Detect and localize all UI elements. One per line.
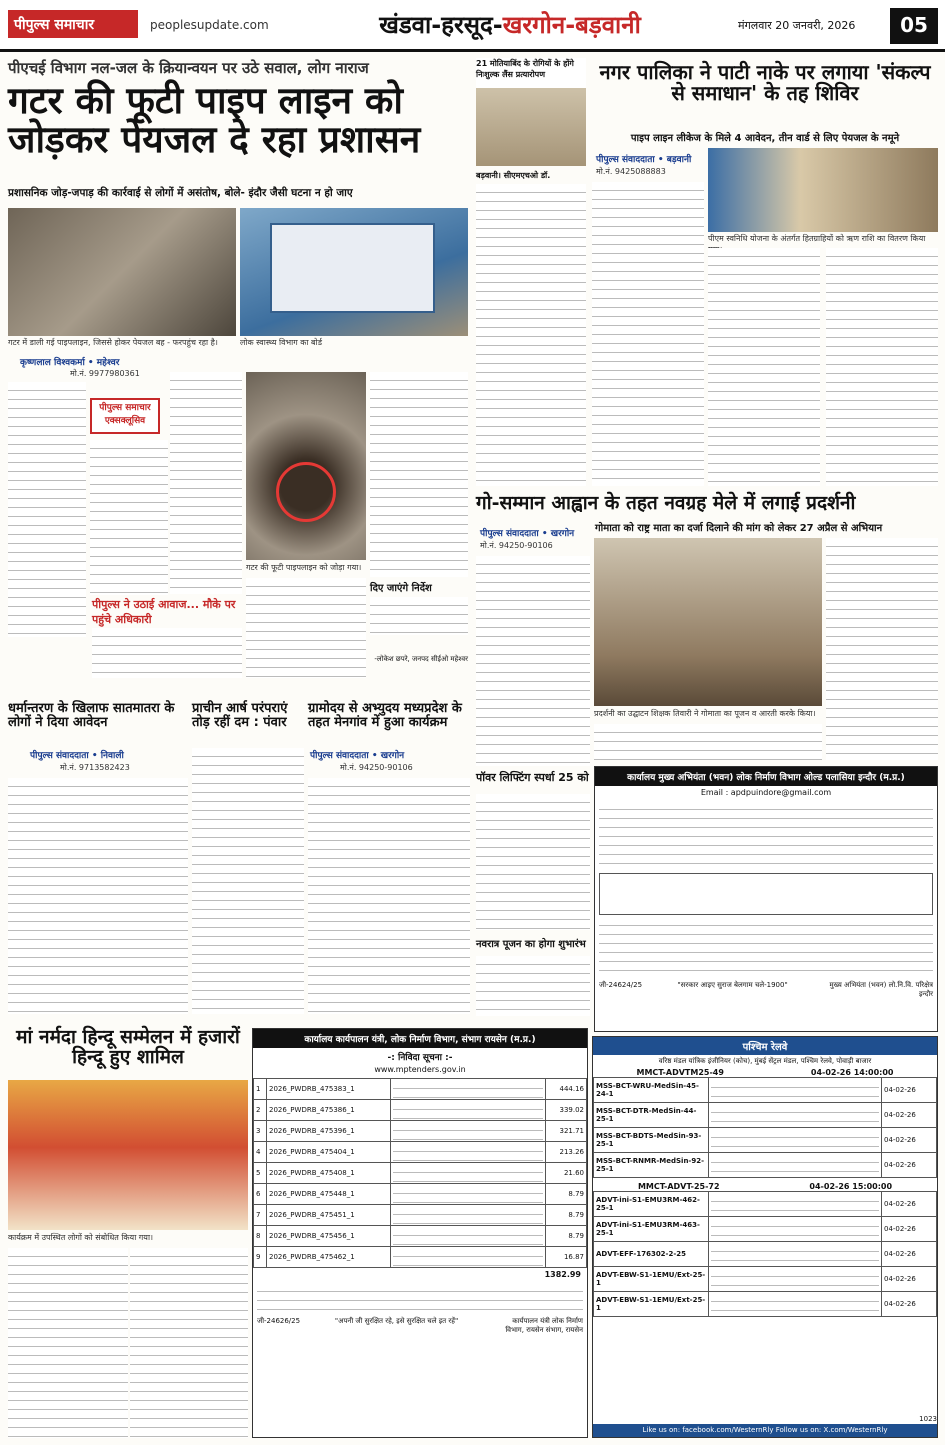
- ad-railway-tender-2: MMCT-ADVT-25-72: [637, 1182, 720, 1191]
- camp-byline: पीपुल्स संवाददाता • बड़वानी: [596, 155, 692, 165]
- row-value: 321.71: [546, 1121, 587, 1142]
- masthead: [0, 0, 945, 52]
- table-row: [254, 1184, 587, 1205]
- row-desc: [391, 1100, 546, 1121]
- ad-railway-date-1: 04-02-26 14:00:00: [810, 1068, 894, 1077]
- table-row: [594, 1217, 937, 1242]
- gau-mobile: मो.नं. 94250-90106: [480, 541, 553, 550]
- lead-box-head: पीपुल्स ने उठाई आवाज... मौके पर पहुंचे अधिकारी: [92, 598, 236, 626]
- dharm-headline: धर्मान्तरण के खिलाफ सातमातरा के लोगों ने दिया आवेदन: [8, 701, 175, 730]
- ad-pwd-indore-table: [599, 873, 933, 915]
- tender-date: 04-02-26: [882, 1192, 937, 1217]
- tender-date: 04-02-26: [882, 1128, 937, 1153]
- ad-pwd-indore-title: कार्यालय मुख्य अभियंता (भवन) लोक निर्माण विभाग ओल्ड पलासिया इन्दौर (म.प्र.): [595, 767, 937, 786]
- table-row: [594, 1292, 937, 1317]
- gram-headline: ग्रामोदय से अभ्युदय मध्यप्रदेश के तहत मेनगांव में हुआ कार्यक्रम: [308, 701, 462, 730]
- directive-head: दिए जाएंगे निर्देश: [370, 583, 432, 594]
- camp-headline: नगर पालिका ने पाटी नाके पर लगाया 'संकल्प से समाधान' के तह शिविर: [599, 60, 931, 105]
- eye-camp-body: [476, 184, 586, 486]
- lead-signature: -लोकेश छपरे, जनपद सीईओ महेश्वर: [374, 655, 468, 663]
- tradition-headline: प्राचीन आर्ष परंपराएं तोड़ रहीं दम : पंवार: [192, 701, 288, 730]
- ad-railway: [592, 1036, 938, 1438]
- table-row: [254, 1142, 587, 1163]
- tender-desc: [709, 1078, 882, 1103]
- directive-body: [370, 597, 468, 635]
- row-desc: [391, 1142, 546, 1163]
- lead-photo-3: [246, 372, 366, 560]
- narmada-body-col1: [8, 1248, 128, 1438]
- ad-railway-date-2: 04-02-26 15:00:00: [809, 1182, 893, 1191]
- tender-ref: MSS-BCT-DTR-MedSin-44-25-1: [594, 1103, 709, 1128]
- camp-body-col1: [592, 182, 704, 486]
- ad-pwd-indore-email[interactable]: Email : apdpuindore@gmail.com: [700, 788, 832, 797]
- table-row: [594, 1192, 937, 1217]
- gau-body-col3: [826, 538, 938, 760]
- lead-body-col1b: [90, 440, 168, 595]
- row-value: 21.60: [546, 1163, 587, 1184]
- tender-date: 04-02-26: [882, 1153, 937, 1178]
- dharm-mobile: मो.नं. 9713582423: [60, 763, 130, 772]
- ad-pwd-indore-text: [599, 801, 933, 871]
- ad-pwd-indore-slogan: "सरकार आइए सुराज बेलगाम चले-1900": [677, 981, 788, 989]
- gau-headline: गो-सम्मान आह्वान के तहत नवग्रह मेले में लगाई प्रदर्शनी: [476, 492, 856, 514]
- gau-subhead: गोमाता को राष्ट्र माता का दर्जा दिलाने की मांग को लेकर 27 अप्रैल से अभियान: [595, 523, 883, 534]
- ad-pwd-indore: [594, 766, 938, 1032]
- row-value: 8.79: [546, 1226, 587, 1247]
- gram-mobile: मो.नं. 94250-90106: [340, 763, 413, 772]
- tradition-body: [192, 748, 304, 1014]
- gau-photo: [594, 538, 822, 706]
- table-row: [594, 1103, 937, 1128]
- lead-photo-2: [240, 208, 468, 336]
- ad-pwd-raisen-total: 1382.99: [544, 1270, 581, 1279]
- table-row: [254, 1226, 587, 1247]
- narmada-body-col2: [130, 1248, 248, 1438]
- lead-body-col4: [370, 372, 468, 577]
- lead-mobile: मो.नं. 9977980361: [70, 369, 140, 378]
- row-ref: 2026_PWDRB_475386_1: [266, 1100, 391, 1121]
- table-row: [254, 1121, 587, 1142]
- row-no: 3: [254, 1121, 267, 1142]
- ad-pwd-raisen-notice: -: निविदा सूचना :-: [387, 1053, 453, 1063]
- tender-desc: [709, 1103, 882, 1128]
- row-value: 444.16: [546, 1079, 587, 1100]
- camp-caption: पीएम स्वनिधि योजना के अंतर्गत हितग्राहियों को ऋण राशि का वितरण किया: [708, 234, 926, 243]
- eye-camp-photo: [476, 58, 586, 166]
- ad-pwd-raisen-site[interactable]: www.mptenders.gov.in: [374, 1065, 466, 1074]
- dharm-body: [8, 778, 188, 1014]
- ad-pwd-raisen-table: [253, 1078, 587, 1268]
- ad-railway-title: पश्चिम रेलवे: [593, 1037, 937, 1055]
- page-number: 05: [890, 8, 938, 44]
- ad-railway-code: 1023: [919, 1415, 937, 1423]
- ad-railway-social[interactable]: Like us on: facebook.com/WesternRly Follow us on: X.com/WesternRly: [593, 1424, 937, 1437]
- gau-body-col1: [476, 556, 590, 766]
- power-body: [476, 794, 590, 930]
- lead-body-col2: [170, 372, 242, 594]
- tender-ref: ADVT-EBW-S1-1EMU/Ext-25-1: [594, 1292, 709, 1317]
- gau-byline: पीपुल्स संवाददाता • खरगोन: [480, 529, 575, 539]
- tender-desc: [709, 1153, 882, 1178]
- newspaper-logo[interactable]: पीपुल्स समाचार: [8, 10, 138, 38]
- tender-date: 04-02-26: [882, 1267, 937, 1292]
- table-row: [254, 1205, 587, 1226]
- camp-subhead: पाइप लाइन लीकेज के मिले 4 आवेदन, तीन वार्ड से लिए पेयजल के नमूने: [630, 133, 900, 144]
- row-ref: 2026_PWDRB_475462_1: [266, 1247, 391, 1268]
- ad-pwd-raisen: [252, 1028, 588, 1438]
- row-desc: [391, 1163, 546, 1184]
- ad-pwd-indore-signer: मुख्य अभियंता (भवन) लो.नि.वि. परिक्षेत्र इन्दौर: [829, 981, 933, 998]
- ad-pwd-raisen-terms: [257, 1283, 583, 1313]
- row-ref: 2026_PWDRB_475456_1: [266, 1226, 391, 1247]
- camp-body-col3: [826, 248, 938, 486]
- lead-headline: गटर की फूटी पाइप लाइन को जोड़कर पेयजल दे रहा प्रशासन: [8, 79, 421, 161]
- gram-byline: पीपुल्स संवाददाता • खरगोन: [310, 751, 405, 761]
- row-ref: 2026_PWDRB_475396_1: [266, 1121, 391, 1142]
- row-no: 5: [254, 1163, 267, 1184]
- tender-date: 04-02-26: [882, 1217, 937, 1242]
- gram-body: [308, 778, 470, 1014]
- exclusive-badge: पीपुल्स समाचार एक्सक्लूसिव: [90, 398, 160, 434]
- lead-body-col1: [8, 382, 86, 637]
- row-value: 8.79: [546, 1184, 587, 1205]
- eye-camp-headline: 21 मोतियाबिंद के रोगियों के होंगे निःशुल्क लैंस प्रत्यारोपण: [476, 58, 586, 88]
- camp-photo: [708, 148, 938, 232]
- tender-desc: [709, 1292, 882, 1317]
- narmada-caption: कार्यक्रम में उपस्थित लोगों को संबोधित किया गया।: [8, 1233, 154, 1242]
- row-desc: [391, 1205, 546, 1226]
- row-ref: 2026_PWDRB_475408_1: [266, 1163, 391, 1184]
- tender-ref: ADVT-ini-S1-EMU3RM-462-25-1: [594, 1192, 709, 1217]
- ad-pwd-raisen-code: जी-24626/25: [257, 1317, 301, 1325]
- row-no: 4: [254, 1142, 267, 1163]
- tender-ref: ADVT-EFF-176302-2-25: [594, 1242, 709, 1267]
- ad-pwd-raisen-title: कार्यालय कार्यपालन यंत्री, लोक निर्माण विभाग, संभाग रायसेन (म.प्र.): [253, 1029, 587, 1048]
- region-title: खंडवा-हरसूद-खरगोन-बड़वानी: [379, 11, 641, 39]
- row-value: 16.87: [546, 1247, 587, 1268]
- lead-body-col3: [246, 578, 366, 678]
- table-row: [254, 1079, 587, 1100]
- ad-pwd-indore-code: जी-24624/25: [599, 981, 643, 989]
- lead-caption-1: गटर में डाली गई पाइपलाइन, जिससे होकर पेयजल बह - फरपहुंच रहा है।: [8, 338, 218, 347]
- tender-date: 04-02-26: [882, 1103, 937, 1128]
- lead-caption-2: लोक स्वास्थ्य विभाग का बोर्ड: [240, 338, 322, 347]
- ad-pwd-raisen-signer: कार्यपालन यंत्री लोक निर्माण विभाग, रायसेन संभाग, रायसेन: [505, 1317, 583, 1334]
- tender-ref: ADVT-ini-S1-EMU3RM-463-25-1: [594, 1217, 709, 1242]
- narmada-headline: मां नर्मदा हिन्दू सम्मेलन में हजारों हिन्दू हुए शामिल: [16, 1026, 240, 1068]
- tender-desc: [709, 1267, 882, 1292]
- tender-ref: MSS-BCT-WRU-MedSin-45-24-1: [594, 1078, 709, 1103]
- tender-date: 04-02-26: [882, 1078, 937, 1103]
- signboard: [270, 223, 435, 313]
- table-row: [594, 1128, 937, 1153]
- row-no: 2: [254, 1100, 267, 1121]
- lead-caption-3: गटर की फूटी पाइपलाइन को जोड़ा गया।: [246, 563, 362, 572]
- table-row: [594, 1242, 937, 1267]
- row-value: 8.79: [546, 1205, 587, 1226]
- row-desc: [391, 1121, 546, 1142]
- ad-railway-table-2: [593, 1191, 937, 1317]
- ad-pwd-raisen-slogan: "अपनी जी सुरक्षित रहे, इसे सुरक्षित चले इत रहें": [334, 1317, 459, 1325]
- lead-box-body: [92, 628, 242, 678]
- lead-subhead: प्रशासनिक जोड़-जपाड़ की कार्रवाई से लोगों में असंतोष, बोले- इंदौर जैसी घटना न हो जाए: [8, 187, 353, 199]
- row-no: 7: [254, 1205, 267, 1226]
- row-ref: 2026_PWDRB_475383_1: [266, 1079, 391, 1100]
- tender-date: 04-02-26: [882, 1242, 937, 1267]
- tender-desc: [709, 1242, 882, 1267]
- dharm-byline: पीपुल्स संवाददाता • निवाली: [30, 751, 124, 761]
- table-row: [254, 1100, 587, 1121]
- tender-desc: [709, 1128, 882, 1153]
- row-ref: 2026_PWDRB_475451_1: [266, 1205, 391, 1226]
- row-ref: 2026_PWDRB_475448_1: [266, 1184, 391, 1205]
- row-value: 339.02: [546, 1100, 587, 1121]
- camp-body-col2: [708, 248, 820, 486]
- ad-railway-subtitle: वरिष्ठ मंडल यांत्रिक इंजीनियर (कोच), मुंबई सेंट्रल मंडल, पश्चिम रेलवे, पोवाड़ी बाजार: [658, 1057, 872, 1065]
- row-no: 6: [254, 1184, 267, 1205]
- table-row: [594, 1078, 937, 1103]
- ad-railway-table-1: [593, 1077, 937, 1178]
- gau-body-col2: [594, 724, 822, 760]
- ad-railway-tender-1: MMCT-ADVTM25-49: [636, 1068, 724, 1077]
- power-headline: पॉवर लिफ्टिंग स्पर्धा 25 को: [476, 771, 589, 784]
- row-no: 1: [254, 1079, 267, 1100]
- nav-body: [476, 956, 590, 1016]
- table-row: [254, 1247, 587, 1268]
- lead-byline: कृष्णलाल विश्वकर्मा • महेश्वर: [20, 358, 120, 368]
- lead-photo-1: [8, 208, 236, 336]
- row-desc: [391, 1079, 546, 1100]
- website-url[interactable]: peoplesupdate.com: [150, 18, 269, 32]
- eye-camp-byline: बड़वानी। सीएमएचओ डॉ.: [476, 171, 551, 180]
- tender-ref: MSS-BCT-RNMR-MedSin-92-25-1: [594, 1153, 709, 1178]
- tender-ref: MSS-BCT-BDTS-MedSin-93-25-1: [594, 1128, 709, 1153]
- tender-desc: [709, 1192, 882, 1217]
- row-no: 8: [254, 1226, 267, 1247]
- nav-headline: नवरात्र पूजन का होगा शुभारंभ: [476, 939, 586, 950]
- camp-mobile: मो.नं. 9425088883: [596, 167, 666, 176]
- row-value: 213.26: [546, 1142, 587, 1163]
- row-ref: 2026_PWDRB_475404_1: [266, 1142, 391, 1163]
- table-row: [594, 1267, 937, 1292]
- table-row: [594, 1153, 937, 1178]
- issue-date: मंगलवार 20 जनवरी, 2026: [738, 19, 856, 32]
- gau-caption: प्रदर्शनी का उद्घाटन शिक्षक तिवारी ने गोमाता का पूजन व आरती करके किया।: [594, 709, 816, 718]
- tender-ref: ADVT-EBW-S1-1EMU/Ext-25-1: [594, 1267, 709, 1292]
- row-no: 9: [254, 1247, 267, 1268]
- narmada-photo: [8, 1080, 248, 1230]
- table-row: [254, 1163, 587, 1184]
- row-desc: [391, 1226, 546, 1247]
- row-desc: [391, 1184, 546, 1205]
- tender-desc: [709, 1217, 882, 1242]
- ad-pwd-indore-schedule: [599, 917, 933, 977]
- highlight-circle: [276, 462, 336, 522]
- row-desc: [391, 1247, 546, 1268]
- tender-date: 04-02-26: [882, 1292, 937, 1317]
- lead-kicker: पीएचई विभाग नल-जल के क्रियान्वयन पर उठे सवाल, लोग नाराज: [8, 59, 369, 77]
